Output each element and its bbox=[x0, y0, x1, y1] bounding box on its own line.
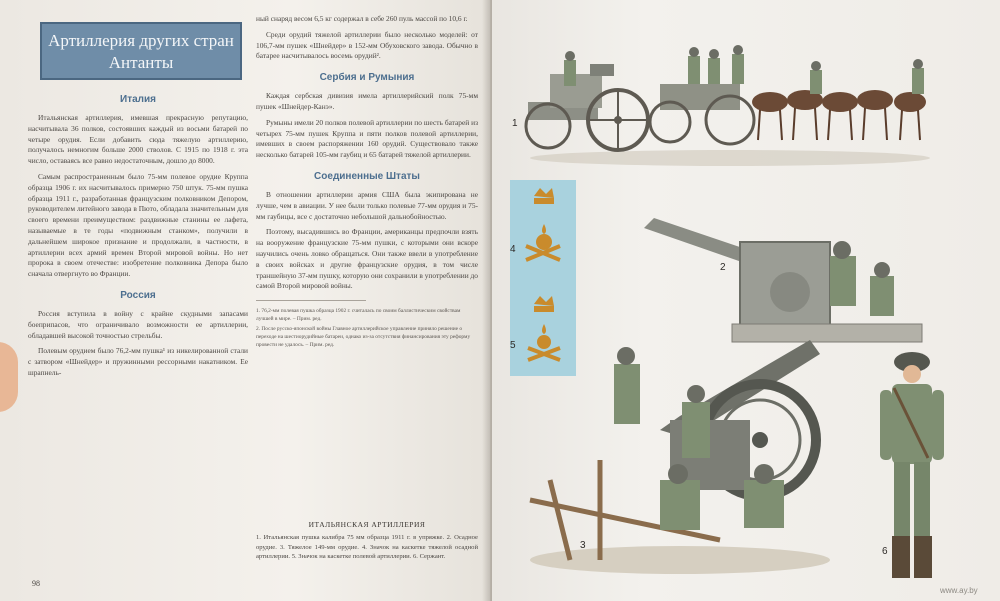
middle-column bbox=[256, 14, 478, 351]
paragraph: Каждая сербская дивизия имела артиллерийский полк 75-мм пушек «Шнейдер-Канэ». bbox=[256, 91, 478, 111]
caption-title: ИТАЛЬЯНСКАЯ АРТИЛЛЕРИЯ bbox=[308, 520, 426, 529]
illustration-caption bbox=[256, 520, 478, 562]
page-number: 98 bbox=[32, 579, 40, 588]
paragraph: Итальянская артиллерия, имевшая прекрасную репутацию, насчитывала 36 полков, состоявших каждый из восьми батарей по четыре орудия. Если добавить сюда тяжелую артиллерию, получалось немногим больше 2000 стволов. С 1915 по 1918 г. эта число, оставаясь все равно недостаточным, дошло до 8000. bbox=[28, 113, 248, 166]
paragraph: Поэтому, высадившись во Франции, американцы предпочли взять на вооружение французские 75-мм пушки, с которыми они вскоре научились очень ловко обращаться. Они также ввели в употребление в своих войсках и другие французские орудия, в том числе траншейную 37-мм пушку, которую они сохранили в употреблении до самой Второй мировой войны. bbox=[256, 227, 478, 291]
watermark: www.ay.by bbox=[940, 586, 978, 595]
paragraph: Россия вступила в войну с крайне скудными запасами боеприпасов, что ограничивало возможности ее артиллерии, обладавшей высокой точностью стрельбы. bbox=[28, 308, 248, 340]
figure-label: 6 bbox=[882, 546, 888, 557]
footnote-divider bbox=[256, 300, 366, 301]
figure-label: 2 bbox=[720, 262, 726, 273]
section-heading-usa: Соединенные Штаты bbox=[314, 170, 420, 182]
figure-label: 4 bbox=[510, 244, 516, 255]
figure-label: 1 bbox=[512, 118, 518, 129]
paragraph: Среди орудий тяжелой артиллерии было несколько моделей: от 106,7-мм пушек «Шнейдер» в 152-мм Обуховского завода. Обычно в батарее насчитывалось восемь орудий². bbox=[256, 29, 478, 61]
footnote: 2. После русско-японской войны Главное артиллерийское управление приняло решение о переходе на шестиорудийные батареи, однако из-за отсутствия финансирования эту реформу провести не удалось. – Прим. ред. bbox=[256, 326, 471, 349]
thumb bbox=[0, 342, 18, 412]
paragraph: ный снаряд весом 6,5 кг содержал в себе 260 пуль массой по 10,6 г. bbox=[256, 14, 468, 23]
caption-text: 1. Итальянская пушка калибра 75 мм образца 1911 г. в упряжке. 2. Осадное орудие. 3. Тяжелое 149-мм орудие. 4. Значок на каскетке тяжелой осадной артиллерии. 5. Значок на каскетке полевой артиллерии. 6. Сержант. bbox=[256, 534, 478, 561]
footnote: 1. 76,2-мм полевая пушка образца 1902 г. считалась по своим баллистическим свойствам лучшей в мире. – Прим. ред. bbox=[256, 308, 461, 323]
horse-drawn-gun-illustration bbox=[520, 40, 940, 170]
chapter-title: Артиллерия других стран Антанты bbox=[40, 22, 242, 80]
paragraph: Самым распространенным было 75-мм полевое орудие Круппа образца 1906 г. их насчитывалось примерно 750 штук. 75-мм пушка образца 1911 г., разработанная французским полковником Депором, руководителем литейного завода в Пюто, обладала значительным для своего времени преимуществом: раздвижные станины ее лафета, называемые в те годы «подвижным станком», получили в дальнейшем широкое признание и продолжали, в частности, в артиллерии всех армий времен Второй мировой войны. Но нет пророка в своем отечестве: изобретение полковника Депора было сначала отвергнуто во Франции. bbox=[28, 171, 248, 279]
section-heading-russia: Россия bbox=[120, 289, 156, 301]
section-heading-italy: Италия bbox=[120, 94, 156, 105]
section-heading-serbia-romania: Сербия и Румыния bbox=[319, 72, 415, 84]
figure-label: 3 bbox=[580, 540, 586, 551]
figure-label: 5 bbox=[510, 340, 516, 351]
left-page bbox=[0, 0, 490, 601]
paragraph: В отношении артиллерии армия США была экипирована не лучше, чем в авиации. У нее были только полевые 77-мм орудия и 75-мм гаубицы, все с достаточно небольшой дальнобойностью. bbox=[256, 189, 478, 221]
heavy-gun-illustration bbox=[510, 330, 850, 580]
heavy-siege-artillery-badge-icon bbox=[520, 186, 566, 276]
paragraph: Румыны имели 20 полков полевой артиллерии по шесть батарей из четырех 75-мм пушек Круппа и пяти полков полевой артиллерии, имевших в своем распоряжении 160 орудий. Существовало также несколько батарей 105-мм гаубиц и 65 батарей тяжелой артиллерии. bbox=[256, 117, 478, 160]
paragraph: Полевым орудием было 76,2-мм пушка¹ из никелированной стали с затвором «Шнейдер» и пружинными рессорными накатником. Ее шрапнель- bbox=[28, 346, 248, 377]
left-column bbox=[28, 88, 248, 384]
